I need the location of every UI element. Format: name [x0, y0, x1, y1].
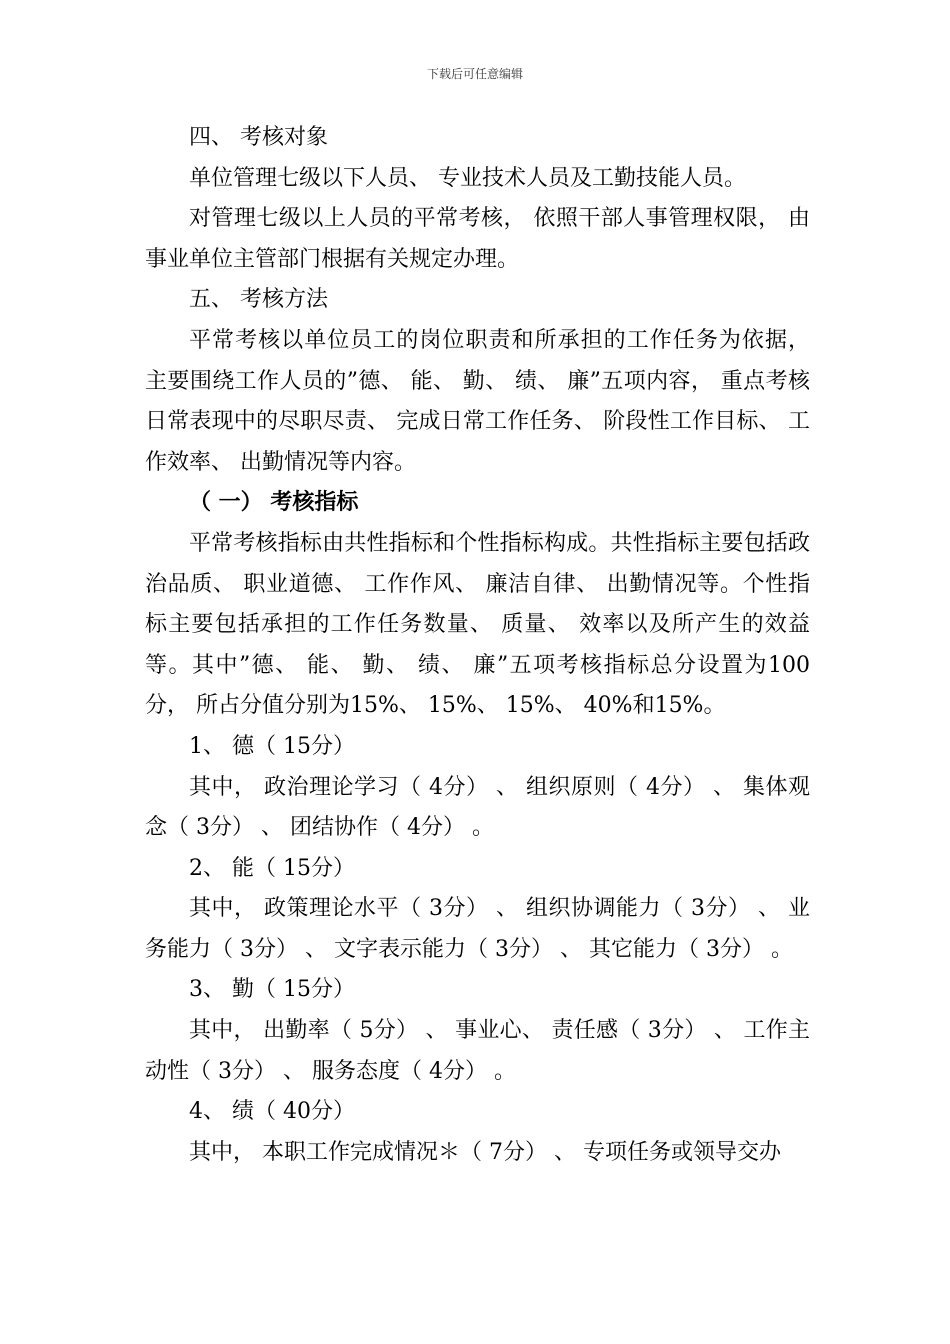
paragraph-ji-detail: 其中， 本职工作完成情况＊（ 7分） 、 专项任务或领导交办	[189, 1139, 781, 1165]
paragraph-neng-detail: 其中， 政策理论水平（ 3分） 、 组织协调能力（ 3分） 、 业务能力（ 3分） 、 文字表示能力（ 3分） 、 其它能力（ 3分） 。	[145, 896, 810, 962]
subsection-heading-indicators: （ 一） 考核指标	[189, 490, 359, 516]
paragraph-assessment-method: 平常考核以单位员工的岗位职责和所承担的工作任务为依据， 主要围绕工作人员的”德、 能、 勤、 绩、 廉”五项内容， 重点考核日常表现中的尽职尽责、 完成日常工作任务、 阶段性工作目标、 工作效率、 出勤情况等内容。	[145, 327, 810, 475]
paragraph-assessment-target: 单位管理七级以下人员、 专业技术人员及工勤技能人员。	[189, 165, 746, 191]
item-heading-ji: 4、 绩（ 40分）	[189, 1099, 355, 1125]
item-heading-qin: 3、 勤（ 15分）	[189, 977, 355, 1003]
paragraph-qin-detail: 其中， 出勤率（ 5分） 、 事业心、 责任感（ 3分） 、 工作主动性（ 3分） 、 服务态度（ 4分） 。	[145, 1018, 810, 1084]
document-body	[145, 118, 810, 1173]
item-heading-de: 1、 德（ 15分）	[189, 733, 355, 759]
page-header-note: 下载后可任意编辑	[426, 67, 523, 81]
item-heading-neng: 2、 能（ 15分）	[189, 855, 355, 881]
paragraph-management-above-7: 对管理七级以上人员的平常考核， 依照干部人事管理权限， 由事业单位主管部门根据有关规定办理。	[145, 206, 810, 272]
paragraph-de-detail: 其中， 政治理论学习（ 4分） 、 组织原则（ 4分） 、 集体观念（ 3分） 、 团结协作（ 4分） 。	[145, 774, 810, 841]
section-heading-4: 四、 考核对象	[189, 125, 328, 150]
paragraph-indicators: 平常考核指标由共性指标和个性指标构成。共性指标主要包括政治品质、 职业道德、 工作作风、 廉洁自律、 出勤情况等。个性指标主要包括承担的工作任务数量、 质量、 效率以及所产生的效益等。其中”德、 能、 勤、 绩、 廉”五项考核指标总分设置为100 分， 所占分值分别为15%、 15%、 15%、 40%和15%。	[145, 530, 810, 719]
section-heading-5: 五、 考核方法	[189, 287, 328, 313]
